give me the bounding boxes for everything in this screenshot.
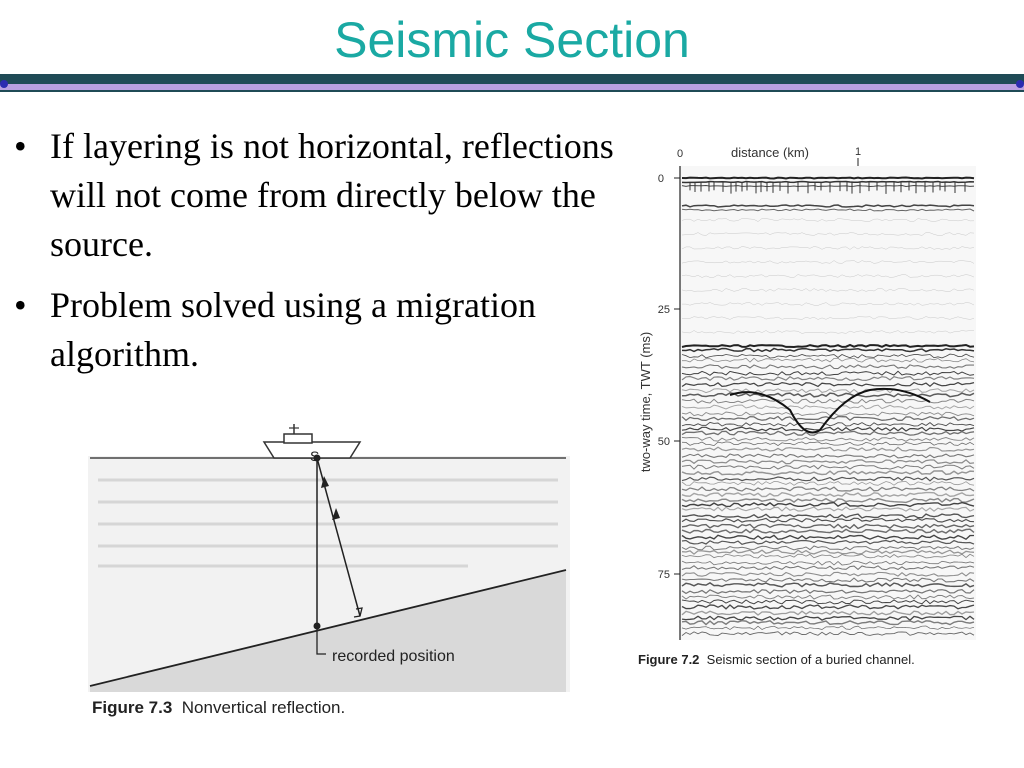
y-tick-label: 50 [657,436,670,448]
recorded-position-label: recorded position [332,648,455,665]
nonvertical-reflection-figure [88,420,570,692]
y-tick-label: 0 [657,173,664,185]
title-rule-thin [0,90,1024,92]
y-axis-label: two-way time, TWT (ms) [638,331,653,473]
seismic-section-plot [630,140,980,645]
figure-7-3-number: Figure 7.3 [92,698,173,717]
seismic-reflector-line [682,182,974,183]
slide-title: Seismic Section [334,12,690,68]
x-tick-label: 1 [854,146,862,158]
figure-7-2-caption [638,652,915,667]
bullet-item: • Problem solved using a migration algorithm. [14,285,536,374]
x-tick-label: 0 [676,148,684,160]
bullet-item: • If layering is not horizontal, reflections will not come from directly below the source. [14,126,614,264]
bullet-list [14,122,614,391]
source-label: S [310,448,320,464]
bullet-text: If layering is not horizontal, reflections will not come from directly below the source. [50,126,614,264]
x-axis-label: distance (km) [730,145,810,160]
seismic-section-figure [630,140,980,645]
figure-7-3-text: Nonvertical reflection. [181,698,346,717]
y-tick-label: 25 [657,304,670,316]
figure-7-3-caption [92,698,345,718]
time-axis-ticks [674,178,680,574]
figure-7-2-number: Figure 7.2 [638,652,700,667]
seismic-reflector-line [682,178,974,179]
y-tick-label: 75 [657,569,670,581]
reflection-diagram [88,420,570,692]
title-rule-dark [0,74,1024,84]
rule-right-dot [1016,80,1024,88]
bullet-text: Problem solved using a migration algorithm. [50,285,536,374]
figure-7-2-text: Seismic section of a buried channel. [706,652,915,667]
rule-left-dot [0,80,8,88]
